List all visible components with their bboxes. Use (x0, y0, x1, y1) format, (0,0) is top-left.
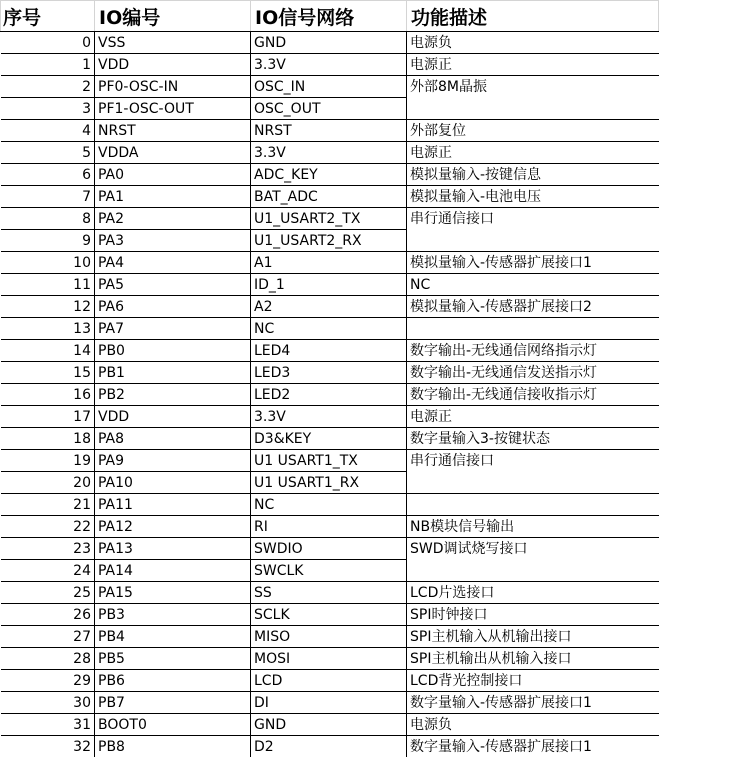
net-cell: MISO (251, 626, 407, 648)
io-cell: PA12 (95, 516, 251, 538)
net-cell: U1 USART1_RX (251, 472, 407, 494)
desc-cell: 电源负 (407, 714, 659, 736)
desc-cell: 串行通信接口 (407, 208, 659, 230)
io-cell: PA14 (95, 560, 251, 582)
table-row (1, 714, 659, 736)
io-cell: PA2 (95, 208, 251, 230)
net-cell: ID_1 (251, 274, 407, 296)
net-cell: ADC_KEY (251, 164, 407, 186)
row-index-cell: 31 (1, 714, 95, 736)
io-cell: VDD (95, 406, 251, 428)
io-cell: PB2 (95, 384, 251, 406)
table-row (1, 472, 659, 494)
desc-cell: 数字输出-无线通信发送指示灯 (407, 362, 659, 384)
desc-cell: 模拟量输入-按键信息 (407, 164, 659, 186)
net-cell: LED4 (251, 340, 407, 362)
io-cell: PF0-OSC-IN (95, 76, 251, 98)
row-index-cell: 27 (1, 626, 95, 648)
table-row (1, 626, 659, 648)
row-index-cell: 11 (1, 274, 95, 296)
io-cell: PB1 (95, 362, 251, 384)
net-cell: SWCLK (251, 560, 407, 582)
row-index-cell: 19 (1, 450, 95, 472)
table-row (1, 274, 659, 296)
table-row (1, 208, 659, 230)
net-cell: MOSI (251, 648, 407, 670)
desc-cell: 数字量输入-传感器扩展接口1 (407, 692, 659, 714)
row-index-cell: 10 (1, 252, 95, 274)
desc-cell: 串行通信接口 (407, 450, 659, 472)
table-row (1, 538, 659, 560)
io-cell: PA6 (95, 296, 251, 318)
io-cell: PF1-OSC-OUT (95, 98, 251, 120)
table-row (1, 318, 659, 340)
row-index-cell: 30 (1, 692, 95, 714)
io-cell: PB0 (95, 340, 251, 362)
io-cell: PA0 (95, 164, 251, 186)
desc-cell: 电源正 (407, 406, 659, 428)
table-row (1, 494, 659, 516)
table-row (1, 736, 659, 757)
io-cell: PB4 (95, 626, 251, 648)
desc-cell: 电源正 (407, 54, 659, 76)
header-net: IO信号网络 (251, 1, 407, 32)
net-cell: NC (251, 494, 407, 516)
table-row (1, 186, 659, 208)
row-index-cell: 20 (1, 472, 95, 494)
net-cell: SS (251, 582, 407, 604)
net-cell: NC (251, 318, 407, 340)
row-index-cell: 24 (1, 560, 95, 582)
desc-cell: LCD背光控制接口 (407, 670, 659, 692)
net-cell: OSC_OUT (251, 98, 407, 120)
row-index-cell: 32 (1, 736, 95, 757)
table-row (1, 428, 659, 450)
net-cell: SWDIO (251, 538, 407, 560)
io-cell: PB8 (95, 736, 251, 757)
io-cell: NRST (95, 120, 251, 142)
net-cell: 3.3V (251, 406, 407, 428)
row-index-cell: 25 (1, 582, 95, 604)
table-row (1, 120, 659, 142)
table-row (1, 648, 659, 670)
table-row (1, 362, 659, 384)
row-index-cell: 29 (1, 670, 95, 692)
row-index-cell: 18 (1, 428, 95, 450)
table-row (1, 54, 659, 76)
row-index-cell: 1 (1, 54, 95, 76)
io-cell: PA9 (95, 450, 251, 472)
io-cell: PA8 (95, 428, 251, 450)
table-row (1, 560, 659, 582)
net-cell: U1 USART1_TX (251, 450, 407, 472)
row-index-cell: 23 (1, 538, 95, 560)
io-cell: PA3 (95, 230, 251, 252)
net-cell: GND (251, 714, 407, 736)
desc-cell (407, 494, 659, 516)
io-cell: PA11 (95, 494, 251, 516)
header-row (1, 1, 659, 32)
row-index-cell: 5 (1, 142, 95, 164)
desc-cell (407, 230, 659, 252)
io-cell: PA7 (95, 318, 251, 340)
net-cell: U1_USART2_RX (251, 230, 407, 252)
desc-cell: 模拟量输入-传感器扩展接口1 (407, 252, 659, 274)
io-cell: PA15 (95, 582, 251, 604)
io-cell: BOOT0 (95, 714, 251, 736)
net-cell: U1_USART2_TX (251, 208, 407, 230)
net-cell: A1 (251, 252, 407, 274)
desc-cell (407, 560, 659, 582)
desc-cell: 外部8M晶振 (407, 76, 659, 98)
io-cell: VDD (95, 54, 251, 76)
table-row (1, 692, 659, 714)
table-row (1, 76, 659, 98)
row-index-cell: 21 (1, 494, 95, 516)
row-index-cell: 4 (1, 120, 95, 142)
row-index-cell: 26 (1, 604, 95, 626)
table-row (1, 670, 659, 692)
desc-cell: 模拟量输入-传感器扩展接口2 (407, 296, 659, 318)
table-row (1, 582, 659, 604)
net-cell: A2 (251, 296, 407, 318)
io-cell: PB7 (95, 692, 251, 714)
desc-cell (407, 318, 659, 340)
net-cell: GND (251, 32, 407, 54)
row-index-cell: 7 (1, 186, 95, 208)
desc-cell: SPI主机输入从机输出接口 (407, 626, 659, 648)
desc-cell: 数字输出-无线通信网络指示灯 (407, 340, 659, 362)
net-cell: 3.3V (251, 54, 407, 76)
io-cell: PA1 (95, 186, 251, 208)
row-index-cell: 13 (1, 318, 95, 340)
net-cell: D3&KEY (251, 428, 407, 450)
row-index-cell: 15 (1, 362, 95, 384)
table-row (1, 230, 659, 252)
desc-cell: 数字量输入-传感器扩展接口1 (407, 736, 659, 757)
table-row (1, 32, 659, 54)
row-index-cell: 12 (1, 296, 95, 318)
io-cell: PA10 (95, 472, 251, 494)
table-row (1, 164, 659, 186)
row-index-cell: 2 (1, 76, 95, 98)
row-index-cell: 14 (1, 340, 95, 362)
net-cell: LED3 (251, 362, 407, 384)
row-index-cell: 6 (1, 164, 95, 186)
net-cell: OSC_IN (251, 76, 407, 98)
desc-cell: SWD调试烧写接口 (407, 538, 659, 560)
net-cell: DI (251, 692, 407, 714)
table-row (1, 604, 659, 626)
desc-cell: 模拟量输入-电池电压 (407, 186, 659, 208)
row-index-cell: 3 (1, 98, 95, 120)
header-io: IO编号 (95, 1, 251, 32)
net-cell: LCD (251, 670, 407, 692)
desc-cell: 电源正 (407, 142, 659, 164)
table-row (1, 516, 659, 538)
row-index-cell: 17 (1, 406, 95, 428)
desc-cell: SPI主机输出从机输入接口 (407, 648, 659, 670)
desc-cell: 电源负 (407, 32, 659, 54)
net-cell: BAT_ADC (251, 186, 407, 208)
desc-cell: NB模块信号输出 (407, 516, 659, 538)
row-index-cell: 9 (1, 230, 95, 252)
table-row (1, 406, 659, 428)
desc-cell (407, 472, 659, 494)
table-body (1, 32, 659, 757)
io-cell: PB6 (95, 670, 251, 692)
table-row (1, 296, 659, 318)
io-cell: PB3 (95, 604, 251, 626)
table-row (1, 340, 659, 362)
row-index-cell: 8 (1, 208, 95, 230)
desc-cell: 数字输出-无线通信接收指示灯 (407, 384, 659, 406)
desc-cell: SPI时钟接口 (407, 604, 659, 626)
net-cell: LED2 (251, 384, 407, 406)
header-index: 序号 (1, 1, 95, 32)
io-cell: VDDA (95, 142, 251, 164)
row-index-cell: 28 (1, 648, 95, 670)
net-cell: D2 (251, 736, 407, 757)
desc-cell: NC (407, 274, 659, 296)
net-cell: RI (251, 516, 407, 538)
net-cell: NRST (251, 120, 407, 142)
table-row (1, 450, 659, 472)
net-cell: SCLK (251, 604, 407, 626)
table-row (1, 142, 659, 164)
row-index-cell: 0 (1, 32, 95, 54)
desc-cell: 外部复位 (407, 120, 659, 142)
desc-cell: LCD片选接口 (407, 582, 659, 604)
table-row (1, 252, 659, 274)
io-cell: PA5 (95, 274, 251, 296)
io-cell: VSS (95, 32, 251, 54)
desc-cell: 数字量输入3-按键状态 (407, 428, 659, 450)
io-cell: PA4 (95, 252, 251, 274)
desc-cell (407, 98, 659, 120)
io-cell: PB5 (95, 648, 251, 670)
table-row (1, 384, 659, 406)
header-desc: 功能描述 (407, 1, 659, 32)
io-cell: PA13 (95, 538, 251, 560)
net-cell: 3.3V (251, 142, 407, 164)
row-index-cell: 22 (1, 516, 95, 538)
row-index-cell: 16 (1, 384, 95, 406)
table-row (1, 98, 659, 120)
